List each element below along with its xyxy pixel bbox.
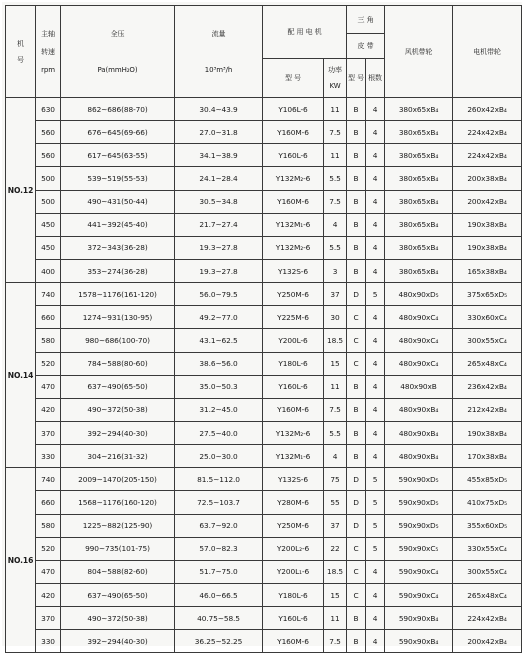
- cell-flow: 34.1~38.9: [175, 144, 263, 167]
- table-row: [6, 468, 522, 491]
- cell-kw: 5.5: [324, 421, 347, 444]
- cell-kw: 7.5: [324, 190, 347, 213]
- cell-belt: C: [347, 560, 366, 583]
- cell-rpm: 500: [36, 190, 61, 213]
- header-motor-model: 型 号: [263, 59, 324, 98]
- cell-belt: B: [347, 421, 366, 444]
- cell-pressure: 980~686(100-70): [61, 329, 175, 352]
- cell-pressure: 676~645(69-66): [61, 121, 175, 144]
- cell-fan-pulley: 590x90xB₄: [385, 630, 453, 653]
- cell-count: 5: [366, 491, 385, 514]
- table-row: [6, 583, 522, 606]
- table-row: [6, 375, 522, 398]
- table-row: [6, 329, 522, 352]
- cell-fan-pulley: 480x90xB: [385, 375, 453, 398]
- cell-count: 4: [366, 121, 385, 144]
- cell-rpm: 450: [36, 213, 61, 236]
- cell-fan-pulley: 590x90xC₄: [385, 560, 453, 583]
- cell-fan-pulley: 590x90xC₄: [385, 583, 453, 606]
- cell-motor-pulley: 224x42xB₄: [453, 121, 522, 144]
- cell-rpm: 560: [36, 144, 61, 167]
- cell-kw: 15: [324, 352, 347, 375]
- cell-flow: 25.0~30.0: [175, 445, 263, 468]
- cell-pressure: 353~274(36-28): [61, 259, 175, 282]
- group-label: NO.12: [6, 98, 36, 283]
- cell-rpm: 500: [36, 167, 61, 190]
- cell-belt: C: [347, 583, 366, 606]
- cell-kw: 22: [324, 537, 347, 560]
- cell-kw: 4: [324, 445, 347, 468]
- cell-model: Y160M-6: [263, 630, 324, 653]
- cell-kw: 4: [324, 213, 347, 236]
- cell-fan-pulley: 480x90xB₄: [385, 421, 453, 444]
- cell-fan-pulley: 380x65xB₄: [385, 121, 453, 144]
- cell-pressure: 1578~1176(161-120): [61, 283, 175, 306]
- table-row: [6, 491, 522, 514]
- cell-fan-pulley: 380x65xB₄: [385, 167, 453, 190]
- cell-count: 4: [366, 560, 385, 583]
- cell-fan-pulley: 480x90xB₄: [385, 445, 453, 468]
- header-machine-no-bottom: 号: [17, 55, 24, 64]
- cell-fan-pulley: 590x90xD₅: [385, 491, 453, 514]
- cell-model: Y250M-6: [263, 283, 324, 306]
- cell-motor-pulley: 330x60xC₄: [453, 306, 522, 329]
- cell-belt: C: [347, 329, 366, 352]
- table-row: [6, 121, 522, 144]
- header-belt-count: 根数: [366, 59, 385, 98]
- cell-fan-pulley: 380x65xB₄: [385, 236, 453, 259]
- cell-flow: 63.7~92.0: [175, 514, 263, 537]
- header-pressure-unit: Pa(mmH₂O): [97, 65, 138, 74]
- cell-belt: C: [347, 352, 366, 375]
- cell-belt: B: [347, 167, 366, 190]
- cell-kw: 7.5: [324, 398, 347, 421]
- cell-model: Y160L-6: [263, 607, 324, 630]
- cell-fan-pulley: 590x90xD₅: [385, 514, 453, 537]
- cell-rpm: 740: [36, 283, 61, 306]
- cell-flow: 36.25~52.25: [175, 630, 263, 653]
- cell-count: 4: [366, 583, 385, 606]
- cell-rpm: 660: [36, 306, 61, 329]
- cell-flow: 46.0~66.5: [175, 583, 263, 606]
- cell-belt: B: [347, 190, 366, 213]
- cell-pressure: 1568~1176(160-120): [61, 491, 175, 514]
- cell-rpm: 580: [36, 514, 61, 537]
- cell-motor-pulley: 300x55xC₄: [453, 560, 522, 583]
- header-motor-power: [324, 59, 347, 98]
- cell-rpm: 450: [36, 236, 61, 259]
- table-row: [6, 213, 522, 236]
- cell-count: 4: [366, 306, 385, 329]
- cell-rpm: 370: [36, 607, 61, 630]
- header-speed-unit: rpm: [41, 65, 55, 74]
- cell-rpm: 330: [36, 445, 61, 468]
- cell-kw: 5.5: [324, 236, 347, 259]
- table-row: [6, 514, 522, 537]
- cell-pressure: 392~294(40-30): [61, 421, 175, 444]
- cell-motor-pulley: 260x42xB₄: [453, 98, 522, 121]
- fan-spec-table: [5, 5, 522, 653]
- cell-count: 4: [366, 190, 385, 213]
- cell-rpm: 420: [36, 398, 61, 421]
- cell-motor-pulley: 236x42xB₄: [453, 375, 522, 398]
- header-motor-power-label: 功率: [328, 66, 342, 74]
- table-row: [6, 445, 522, 468]
- cell-fan-pulley: 590x90xD₅: [385, 468, 453, 491]
- cell-kw: 55: [324, 491, 347, 514]
- cell-motor-pulley: 355x60xD₅: [453, 514, 522, 537]
- cell-fan-pulley: 480x90xC₄: [385, 306, 453, 329]
- header-machine-no: [6, 6, 36, 98]
- cell-kw: 37: [324, 514, 347, 537]
- cell-model: Y160L-6: [263, 375, 324, 398]
- cell-fan-pulley: 380x65xB₄: [385, 190, 453, 213]
- cell-count: 4: [366, 167, 385, 190]
- cell-belt: B: [347, 213, 366, 236]
- cell-motor-pulley: 200x38xB₄: [453, 167, 522, 190]
- cell-model: Y160L-6: [263, 144, 324, 167]
- cell-pressure: 637~490(65-50): [61, 583, 175, 606]
- header-belt-group-bottom: 皮 带: [347, 34, 385, 59]
- cell-model: Y200L₂-6: [263, 537, 324, 560]
- cell-fan-pulley: 590x90xC₅: [385, 537, 453, 560]
- cell-rpm: 470: [36, 375, 61, 398]
- cell-kw: 3: [324, 259, 347, 282]
- cell-flow: 49.2~77.0: [175, 306, 263, 329]
- cell-pressure: 637~490(65-50): [61, 375, 175, 398]
- cell-count: 4: [366, 352, 385, 375]
- cell-flow: 19.3~27.8: [175, 259, 263, 282]
- cell-belt: D: [347, 514, 366, 537]
- cell-model: Y132M₂-6: [263, 421, 324, 444]
- header-motor-group: 配 用 电 机: [263, 6, 347, 59]
- cell-rpm: 660: [36, 491, 61, 514]
- cell-motor-pulley: 410x75xD₅: [453, 491, 522, 514]
- cell-belt: B: [347, 607, 366, 630]
- cell-belt: D: [347, 468, 366, 491]
- cell-motor-pulley: 190x38xB₄: [453, 236, 522, 259]
- cell-fan-pulley: 380x65xB₄: [385, 213, 453, 236]
- cell-fan-pulley: 480x90xB₄: [385, 398, 453, 421]
- cell-count: 4: [366, 144, 385, 167]
- cell-count: 4: [366, 98, 385, 121]
- cell-model: Y225M-6: [263, 306, 324, 329]
- cell-belt: D: [347, 491, 366, 514]
- table-row: [6, 398, 522, 421]
- cell-belt: C: [347, 306, 366, 329]
- table-row: [6, 607, 522, 630]
- cell-count: 4: [366, 375, 385, 398]
- table-row: [6, 352, 522, 375]
- cell-model: Y132M₂-6: [263, 167, 324, 190]
- cell-motor-pulley: 212x42xB₄: [453, 398, 522, 421]
- cell-rpm: 330: [36, 630, 61, 653]
- header-fan-pulley: 风机带轮: [385, 6, 453, 98]
- cell-motor-pulley: 190x38xB₄: [453, 213, 522, 236]
- cell-model: Y280M-6: [263, 491, 324, 514]
- cell-motor-pulley: 200x42xB₄: [453, 190, 522, 213]
- cell-count: 4: [366, 421, 385, 444]
- cell-fan-pulley: 480x90xC₄: [385, 329, 453, 352]
- cell-count: 5: [366, 537, 385, 560]
- header-row-1: [6, 6, 522, 34]
- header-motor-power-unit: KW: [329, 82, 341, 90]
- header-speed: [36, 6, 61, 98]
- cell-fan-pulley: 480x90xC₄: [385, 352, 453, 375]
- table-row: [6, 144, 522, 167]
- cell-belt: B: [347, 236, 366, 259]
- cell-model: Y132M₁-6: [263, 213, 324, 236]
- cell-model: Y160M-6: [263, 398, 324, 421]
- cell-rpm: 420: [36, 583, 61, 606]
- cell-rpm: 520: [36, 537, 61, 560]
- cell-motor-pulley: 375x65xD₅: [453, 283, 522, 306]
- cell-model: Y106L-6: [263, 98, 324, 121]
- group-label: NO.14: [6, 283, 36, 468]
- cell-count: 4: [366, 630, 385, 653]
- header-belt-group-top: 三 角: [347, 6, 385, 34]
- cell-kw: 75: [324, 468, 347, 491]
- cell-kw: 18.5: [324, 329, 347, 352]
- cell-rpm: 560: [36, 121, 61, 144]
- cell-pressure: 804~588(82-60): [61, 560, 175, 583]
- cell-count: 5: [366, 283, 385, 306]
- cell-kw: 37: [324, 283, 347, 306]
- cell-kw: 18.5: [324, 560, 347, 583]
- cell-pressure: 539~519(55-53): [61, 167, 175, 190]
- cell-kw: 30: [324, 306, 347, 329]
- cell-flow: 30.5~34.8: [175, 190, 263, 213]
- header-flow-unit: 10³m³/h: [204, 65, 233, 74]
- cell-motor-pulley: 224x42xB₄: [453, 144, 522, 167]
- cell-rpm: 470: [36, 560, 61, 583]
- table-row: [6, 560, 522, 583]
- cell-flow: 21.7~27.4: [175, 213, 263, 236]
- table-row: [6, 236, 522, 259]
- cell-motor-pulley: 265x48xC₄: [453, 583, 522, 606]
- spec-sheet: [2, 2, 522, 646]
- table-row: [6, 630, 522, 653]
- cell-motor-pulley: 265x48xC₄: [453, 352, 522, 375]
- table-row: [6, 190, 522, 213]
- cell-flow: 27.5~40.0: [175, 421, 263, 444]
- cell-count: 4: [366, 236, 385, 259]
- cell-pressure: 441~392(45-40): [61, 213, 175, 236]
- cell-pressure: 392~294(40-30): [61, 630, 175, 653]
- cell-motor-pulley: 200x42xB₄: [453, 630, 522, 653]
- cell-flow: 72.5~103.7: [175, 491, 263, 514]
- header-speed-mid: 转速: [41, 47, 55, 56]
- cell-pressure: 1274~931(130-95): [61, 306, 175, 329]
- cell-motor-pulley: 165x38xB₄: [453, 259, 522, 282]
- cell-pressure: 2009~1470(205-150): [61, 468, 175, 491]
- cell-flow: 38.6~56.0: [175, 352, 263, 375]
- header-flow: [175, 6, 263, 98]
- cell-model: Y160M-6: [263, 121, 324, 144]
- cell-model: Y200L₁-6: [263, 560, 324, 583]
- cell-model: Y200L-6: [263, 329, 324, 352]
- cell-flow: 43.1~62.5: [175, 329, 263, 352]
- table-row: [6, 537, 522, 560]
- cell-flow: 27.0~31.8: [175, 121, 263, 144]
- cell-count: 5: [366, 514, 385, 537]
- cell-belt: B: [347, 144, 366, 167]
- cell-rpm: 580: [36, 329, 61, 352]
- cell-pressure: 490~431(50-44): [61, 190, 175, 213]
- cell-model: Y180L-6: [263, 583, 324, 606]
- cell-kw: 7.5: [324, 630, 347, 653]
- cell-kw: 11: [324, 144, 347, 167]
- cell-belt: C: [347, 537, 366, 560]
- cell-pressure: 862~686(88-70): [61, 98, 175, 121]
- cell-belt: B: [347, 98, 366, 121]
- cell-rpm: 740: [36, 468, 61, 491]
- table-row: [6, 306, 522, 329]
- cell-rpm: 520: [36, 352, 61, 375]
- cell-kw: 7.5: [324, 121, 347, 144]
- cell-flow: 56.0~79.5: [175, 283, 263, 306]
- cell-model: Y250M-6: [263, 514, 324, 537]
- cell-flow: 19.3~27.8: [175, 236, 263, 259]
- cell-model: Y132S-6: [263, 468, 324, 491]
- cell-pressure: 490~372(50-38): [61, 607, 175, 630]
- cell-model: Y180L-6: [263, 352, 324, 375]
- header-motor-pulley: 电机带轮: [453, 6, 522, 98]
- cell-count: 4: [366, 329, 385, 352]
- cell-count: 4: [366, 445, 385, 468]
- cell-kw: 11: [324, 607, 347, 630]
- cell-pressure: 490~372(50-38): [61, 398, 175, 421]
- cell-flow: 31.2~45.0: [175, 398, 263, 421]
- cell-model: Y132M₂-6: [263, 236, 324, 259]
- cell-pressure: 372~343(36-28): [61, 236, 175, 259]
- cell-fan-pulley: 480x90xD₅: [385, 283, 453, 306]
- cell-kw: 5.5: [324, 167, 347, 190]
- cell-model: Y132S-6: [263, 259, 324, 282]
- cell-belt: B: [347, 259, 366, 282]
- cell-pressure: 304~216(31-32): [61, 445, 175, 468]
- cell-count: 4: [366, 607, 385, 630]
- cell-fan-pulley: 590x90xB₄: [385, 607, 453, 630]
- cell-motor-pulley: 300x55xC₄: [453, 329, 522, 352]
- header-belt-model: 型 号: [347, 59, 366, 98]
- cell-motor-pulley: 330x55xC₄: [453, 537, 522, 560]
- cell-rpm: 400: [36, 259, 61, 282]
- table-row: [6, 98, 522, 121]
- cell-motor-pulley: 224x42xB₄: [453, 607, 522, 630]
- cell-count: 4: [366, 398, 385, 421]
- cell-kw: 15: [324, 583, 347, 606]
- header-pressure: [61, 6, 175, 98]
- cell-count: 4: [366, 213, 385, 236]
- cell-fan-pulley: 380x65xB₄: [385, 144, 453, 167]
- cell-model: Y132M₁-6: [263, 445, 324, 468]
- cell-flow: 57.0~82.3: [175, 537, 263, 560]
- cell-pressure: 617~645(63-55): [61, 144, 175, 167]
- cell-kw: 11: [324, 375, 347, 398]
- cell-belt: B: [347, 121, 366, 144]
- cell-flow: 30.4~43.9: [175, 98, 263, 121]
- cell-belt: B: [347, 398, 366, 421]
- cell-model: Y160M-6: [263, 190, 324, 213]
- header-machine-no-top: 机: [17, 39, 24, 48]
- header-flow-title: 流量: [211, 29, 226, 38]
- table-row: [6, 167, 522, 190]
- cell-count: 5: [366, 468, 385, 491]
- cell-kw: 11: [324, 98, 347, 121]
- cell-motor-pulley: 455x85xD₅: [453, 468, 522, 491]
- cell-pressure: 1225~882(125-90): [61, 514, 175, 537]
- cell-motor-pulley: 190x38xB₄: [453, 421, 522, 444]
- cell-rpm: 630: [36, 98, 61, 121]
- cell-pressure: 784~588(80-60): [61, 352, 175, 375]
- table-row: [6, 259, 522, 282]
- group-label: NO.16: [6, 468, 36, 653]
- cell-fan-pulley: 380x65xB₄: [385, 98, 453, 121]
- cell-pressure: 990~735(101-75): [61, 537, 175, 560]
- cell-flow: 24.1~28.4: [175, 167, 263, 190]
- cell-motor-pulley: 170x38xB₄: [453, 445, 522, 468]
- cell-flow: 35.0~50.3: [175, 375, 263, 398]
- table-row: [6, 421, 522, 444]
- cell-belt: B: [347, 630, 366, 653]
- cell-rpm: 370: [36, 421, 61, 444]
- cell-belt: B: [347, 445, 366, 468]
- cell-fan-pulley: 380x65xB₄: [385, 259, 453, 282]
- cell-belt: D: [347, 283, 366, 306]
- cell-count: 4: [366, 259, 385, 282]
- cell-flow: 40.75~58.5: [175, 607, 263, 630]
- header-pressure-title: 全压: [110, 29, 125, 38]
- cell-belt: B: [347, 375, 366, 398]
- table-row: [6, 283, 522, 306]
- cell-flow: 51.7~75.0: [175, 560, 263, 583]
- header-speed-top: 主轴: [41, 29, 55, 38]
- cell-flow: 81.5~112.0: [175, 468, 263, 491]
